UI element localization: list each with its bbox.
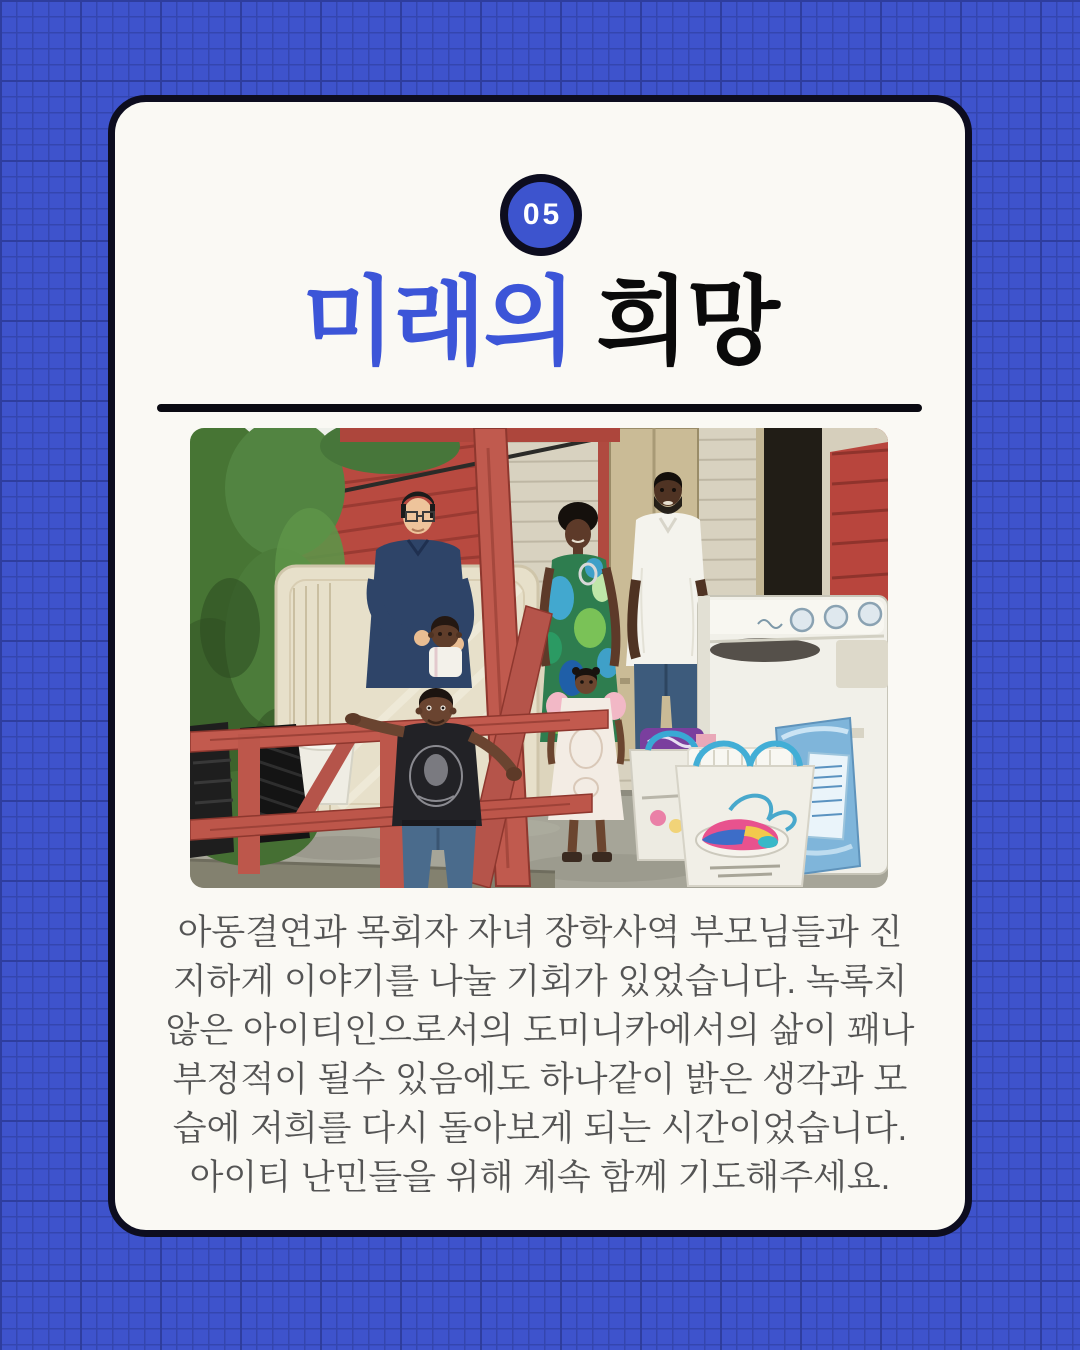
title-highlight: 미래의 (302, 269, 575, 376)
body-line: 습에 저희를 다시 돌아보게 되는 시간이었습니다. (172, 1109, 908, 1148)
body-line: 아이티 난민들을 위해 계속 함께 기도해주세요. (189, 1158, 891, 1197)
body-paragraph (145, 908, 935, 1202)
body-line: 않은 아이티인으로서의 도미니카에서의 삶이 꽤나 (165, 1011, 915, 1050)
page-title (115, 268, 965, 378)
body-line: 부정적이 될수 있음에도 하나같이 밝은 생각과 모 (172, 1060, 908, 1099)
body-line: 지하게 이야기를 나눌 기회가 있었습니다. 녹록치 (172, 962, 908, 1001)
number-badge (500, 174, 582, 256)
title-divider (157, 404, 922, 412)
family-photo-illustration (190, 428, 888, 888)
family-photo (190, 428, 888, 888)
badge-number: 05 (522, 198, 563, 231)
content-card (108, 95, 972, 1237)
title-rest: 희망 (596, 269, 778, 376)
body-line: 아동결연과 목회자 자녀 장학사역 부모님들과 진 (177, 913, 903, 952)
